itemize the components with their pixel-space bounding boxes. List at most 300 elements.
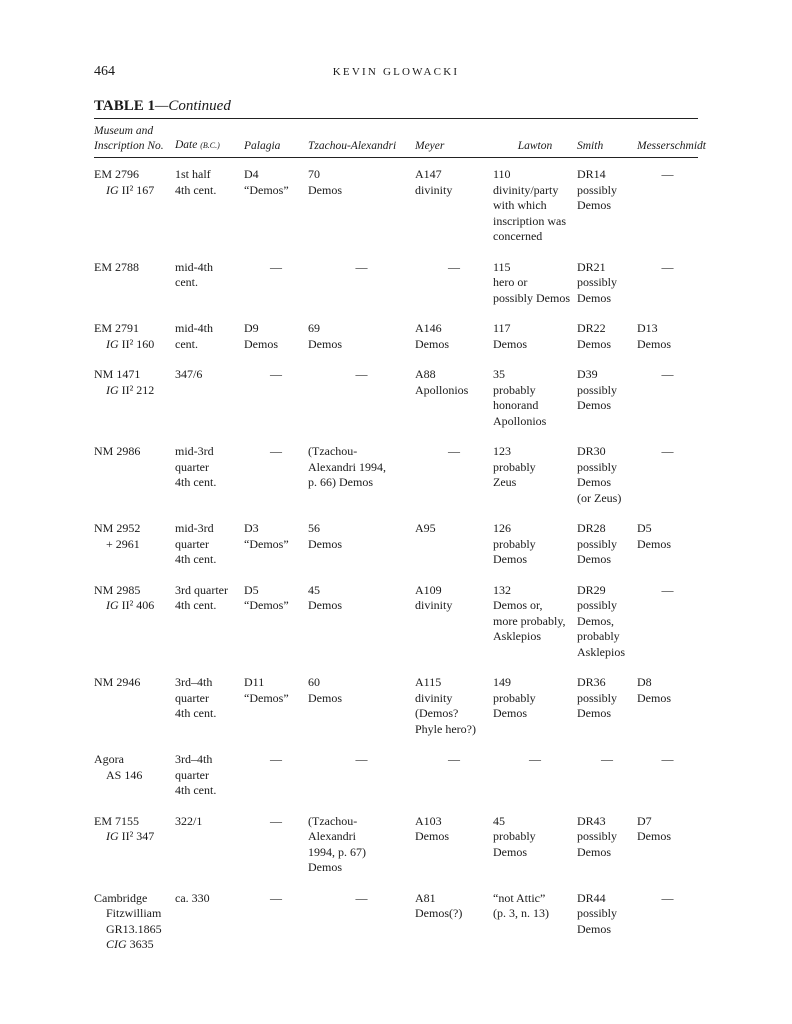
cell-line: divinity [415,690,453,705]
cell-messerschmidt [637,367,698,444]
cell-line: EM 2788 [94,259,139,274]
cell-line: Demos [493,336,527,351]
cell-line: A103 [415,813,442,828]
cell-line: Demos [577,552,611,566]
cell-line: DR14 [577,167,606,181]
cell-line: — [661,752,674,766]
running-head: KEVIN GLOWACKI [332,66,460,78]
cell-tzachou [308,814,415,891]
cell-line: D5 [244,582,259,597]
cell-line: mid-4th [175,321,213,335]
col-header-lawton: Lawton [517,139,553,152]
cell-line: A81 [415,890,436,905]
cell-line: 4th cent. [175,706,217,720]
cell-line: EM 2791 [94,321,139,335]
cell-line: D8 [637,675,652,689]
cell-messerschmidt [637,752,698,814]
cell-tzachou [308,583,415,676]
cell-line: probably [493,690,536,705]
cell-line: Demos [308,536,342,551]
table-row [94,321,698,367]
cell-line: inscription was [493,213,566,228]
cell-meyer [415,814,493,891]
cell-smith [577,814,637,891]
cell-line: Apollonios [493,413,547,428]
cell-palagia [244,367,308,444]
cell-palagia [244,260,308,322]
cell-line: — [661,167,674,181]
cell-museum [94,752,175,814]
cell-lawton [493,260,577,322]
cell-date [175,752,244,814]
cell-line: NM 2952 [94,521,141,535]
cell-messerschmidt [637,321,698,367]
cell-line: A115 [415,675,442,689]
cell-line: divinity/party [493,182,559,197]
cell-meyer [415,260,493,322]
col-header-museum [94,124,175,159]
corpus-abbrev: IG [106,598,119,612]
cell-line: Demos [308,182,342,197]
cell-line: 110 [493,167,511,181]
table-continued: —Continued [155,98,231,114]
cell-line: Demos [577,398,611,412]
cell-line: Demos [493,706,527,720]
cell-line: 1st half [175,167,211,181]
cell-line: 56 [308,521,320,535]
museum-header-line2: Inscription No. [94,139,164,152]
table-title [94,98,231,115]
cell-smith [577,675,637,752]
cell-smith [577,583,637,676]
cell-line: Demos [637,536,671,551]
cell-line: Demos [577,290,611,305]
cell-line: 60 [308,675,320,689]
cell-line: — [270,367,282,381]
cell-line: Demos [637,336,671,351]
cell-palagia [244,521,308,583]
cell-line: IG II² 347 [106,829,155,843]
cell-line: concerned [493,229,543,243]
cell-meyer [415,583,493,676]
cell-line: IG II² 160 [106,336,155,351]
cell-messerschmidt [637,583,698,676]
cell-line: D13 [637,321,658,335]
cell-line: 126 [493,521,511,535]
cell-line: D11 [244,675,265,689]
cell-line: — [270,259,282,274]
cell-line: 69 [308,321,320,335]
cell-line: 4th cent. [175,783,217,797]
cell-date [175,321,244,367]
cell-line: possibly [577,459,618,474]
table-row [94,752,698,814]
cell-line: — [601,752,613,766]
cell-line: AS 146 [106,767,143,782]
cell-palagia [244,675,308,752]
cell-lawton [493,521,577,583]
cell-line: DR28 [577,521,606,535]
date-header-label: Date [175,138,198,151]
cell-line: A109 [415,582,442,597]
cell-line: mid-4th [175,259,213,274]
cell-line: 45 [308,582,320,597]
cell-messerschmidt [637,159,698,260]
cell-palagia [244,891,308,968]
cell-line: Demos [637,829,671,843]
cell-line: NM 2986 [94,444,141,458]
cell-tzachou [308,321,415,367]
museum-header-line1: Museum and [94,125,154,137]
cell-line: — [661,367,674,381]
cell-line: possibly Demos [493,290,571,305]
cell-smith [577,521,637,583]
cell-line: — [355,367,368,381]
cell-line: possibly [577,182,618,197]
cell-lawton [493,367,577,444]
cell-line: — [270,444,282,458]
cell-line: Demos [577,198,611,212]
cell-smith [577,367,637,444]
cell-line: Cambridge [94,890,148,905]
cell-smith [577,260,637,322]
cell-line: (p. 3, n. 13) [493,906,549,920]
cell-line: Demos [577,844,611,859]
corpus-abbrev: CIG [106,937,127,951]
cell-messerschmidt [637,675,698,752]
cell-line: — [270,752,282,766]
cell-line: Alexandri 1994, [308,459,386,474]
cell-tzachou [308,444,415,521]
cell-date [175,159,244,260]
cell-line: 4th cent. [175,182,217,197]
cell-line: quarter [175,690,209,705]
cell-lawton [493,159,577,260]
cell-line: A95 [415,521,436,535]
cell-line: NM 2985 [94,582,141,597]
table-row [94,260,698,322]
cell-line: mid-3rd [175,521,214,535]
table-top-rule [94,118,698,119]
cell-palagia [244,583,308,676]
cell-line: possibly [577,690,618,705]
cell-line: possibly [577,382,618,397]
cell-messerschmidt [637,260,698,322]
cell-line: probably [577,629,620,643]
cell-line: (Tzachou- [308,444,358,458]
cell-line: Asklepios [493,629,541,643]
cell-line: 3rd quarter [175,582,228,597]
cell-museum [94,159,175,260]
cell-line: Demos [577,475,611,489]
cell-tzachou [308,367,415,444]
cell-line: DR44 [577,890,606,905]
cell-line: IG II² 167 [106,182,155,197]
cell-tzachou [308,260,415,322]
cell-museum [94,444,175,521]
cell-line: Demos [308,690,342,705]
cell-line: Phyle hero?) [415,721,476,736]
cell-line: DR21 [577,259,606,274]
cell-line: quarter [175,459,209,474]
cell-date [175,444,244,521]
cell-line: (or Zeus) [577,490,622,505]
table-row [94,814,698,891]
cell-line: — [355,259,368,274]
cell-line: DR36 [577,675,606,689]
cell-line: possibly [577,275,618,289]
cell-line: possibly [577,906,618,920]
cell-line: NM 2946 [94,675,141,689]
cell-museum [94,321,175,367]
cell-smith [577,444,637,521]
cell-line: Demos(?) [415,906,463,920]
cell-museum [94,260,175,322]
cell-line: 4th cent. [175,598,217,612]
cell-line: 115 [493,259,511,274]
cell-line: Demos [415,829,449,843]
corpus-abbrev: IG [106,182,119,197]
data-table [94,124,706,968]
cell-line: 70 [308,167,320,181]
cell-line: quarter [175,536,209,551]
cell-line: possibly [577,536,618,551]
cell-line: possibly [577,829,618,843]
cell-line: Demos, [577,613,614,628]
table-row [94,675,698,752]
cell-line: IG II² 212 [106,382,155,397]
cell-line: Demos [577,706,611,720]
cell-line: Demos [308,598,342,612]
cell-line: 117 [493,321,511,335]
cell-tzachou [308,891,415,968]
cell-line: (Tzachou- [308,813,358,828]
cell-messerschmidt [637,814,698,891]
cell-lawton [493,444,577,521]
cell-line: D5 [637,521,652,535]
cell-line: Demos [415,336,449,351]
cell-line: possibly [577,598,618,612]
table-label: TABLE 1 [94,98,155,114]
cell-meyer [415,752,493,814]
cell-line: NM 1471 [94,367,141,381]
cell-line: 35 [493,367,505,381]
cell-line: Zeus [493,475,517,489]
cell-line: A147 [415,167,442,181]
cell-line: with which [493,198,547,212]
cell-line: 1994, p. 67) [308,844,366,859]
col-header-messerschmidt: Messerschmidt [637,139,706,152]
table-row [94,444,698,521]
cell-line: quarter [175,767,209,782]
cell-line: “Demos” [244,598,289,612]
cell-tzachou [308,159,415,260]
cell-line: — [355,752,368,766]
cell-tzachou [308,752,415,814]
cell-line: — [448,752,460,766]
corpus-abbrev: IG [106,829,119,843]
cell-line: CIG 3635 [106,937,154,951]
cell-line: EM 7155 [94,813,139,828]
cell-line: probably [493,829,536,843]
cell-line: D39 [577,367,598,381]
cell-line: A88 [415,367,436,381]
cell-date [175,675,244,752]
cell-meyer [415,675,493,752]
cell-line: DR30 [577,444,606,458]
cell-tzachou [308,521,415,583]
cell-line: — [448,259,460,274]
cell-line: — [270,890,282,905]
cell-line: GR13.1865 [106,921,162,936]
cell-museum [94,675,175,752]
cell-line: — [270,813,282,828]
cell-line: hero or [493,275,528,289]
cell-date [175,367,244,444]
cell-line: Demos [637,690,671,705]
cell-line: 322/1 [175,813,203,828]
cell-line: 149 [493,675,511,689]
cell-meyer [415,159,493,260]
cell-line: Demos [244,336,278,351]
cell-line: Demos or, [493,598,543,612]
header-row [94,124,698,159]
cell-lawton [493,675,577,752]
cell-lawton [493,321,577,367]
cell-line: Demos [493,844,527,859]
cell-museum [94,891,175,968]
page-number: 464 [94,64,115,79]
cell-museum [94,367,175,444]
cell-line: 132 [493,582,511,597]
cell-messerschmidt [637,521,698,583]
cell-line: EM 2796 [94,167,139,181]
cell-line: — [661,259,674,274]
cell-line: — [355,890,368,905]
cell-line: Asklepios [577,644,625,659]
cell-line: Fitzwilliam [106,906,162,920]
cell-line: divinity [415,182,453,197]
cell-line: cent. [175,336,198,351]
cell-line: — [661,582,674,597]
table-row [94,891,698,968]
cell-line: probably [493,382,536,397]
cell-line: DR29 [577,582,606,597]
cell-line: more probably, [493,613,566,628]
cell-meyer [415,444,493,521]
cell-meyer [415,321,493,367]
cell-museum [94,814,175,891]
cell-line: probably [493,536,536,551]
cell-museum [94,521,175,583]
cell-line: honorand [493,398,539,412]
cell-palagia [244,321,308,367]
table-row [94,159,698,260]
cell-line: ca. 330 [175,890,210,905]
cell-line: 347/6 [175,367,203,381]
cell-date [175,583,244,676]
cell-line: — [661,890,674,905]
cell-palagia [244,752,308,814]
cell-meyer [415,891,493,968]
table-row [94,583,698,676]
cell-museum [94,583,175,676]
cell-line: DR22 [577,321,606,335]
cell-date [175,891,244,968]
cell-line: D9 [244,321,259,335]
cell-line: — [529,752,541,766]
cell-line: cent. [175,275,198,289]
cell-date [175,814,244,891]
table-row [94,367,698,444]
cell-lawton [493,752,577,814]
cell-line: A146 [415,321,442,335]
cell-line: Alexandri [308,829,356,843]
cell-line: Demos [493,552,527,566]
cell-line: 3rd–4th [175,675,213,689]
corpus-abbrev: IG [106,382,119,397]
cell-smith [577,321,637,367]
cell-palagia [244,444,308,521]
cell-date [175,260,244,322]
cell-line: Demos [308,860,342,874]
cell-meyer [415,521,493,583]
col-header-tzachou: Tzachou-Alexandri [308,139,397,152]
cell-palagia [244,159,308,260]
cell-line: “Demos” [244,690,289,705]
cell-palagia [244,814,308,891]
cell-line: 4th cent. [175,552,217,566]
corpus-abbrev: IG [106,336,119,351]
cell-line: + 2961 [106,536,140,551]
cell-line: “Demos” [244,536,289,551]
cell-line: — [661,444,674,458]
table-body [94,159,698,968]
cell-line: 123 [493,444,511,458]
cell-line: 4th cent. [175,475,217,489]
cell-line: IG II² 406 [106,598,155,612]
cell-line: “not Attic” [493,890,546,905]
col-header-meyer: Meyer [415,139,445,152]
date-header-unit: (B.C.) [200,140,220,150]
cell-line: mid-3rd [175,444,214,458]
cell-messerschmidt [637,891,698,968]
cell-line: D3 [244,521,259,535]
cell-line: D7 [637,813,652,828]
cell-line: p. 66) Demos [308,475,373,489]
cell-smith [577,159,637,260]
cell-messerschmidt [637,444,698,521]
cell-line: 3rd–4th [175,752,213,766]
cell-smith [577,752,637,814]
cell-date [175,521,244,583]
cell-line: Demos [577,336,611,351]
col-header-date [175,124,244,159]
col-header-smith: Smith [577,139,604,152]
cell-tzachou [308,675,415,752]
cell-line: Apollonios [415,382,469,397]
table-row [94,521,698,583]
cell-lawton [493,891,577,968]
cell-line: (Demos? [415,706,459,720]
col-header-palagia: Palagia [244,139,281,152]
cell-line: divinity [415,598,453,612]
cell-meyer [415,367,493,444]
cell-line: probably [493,459,536,474]
cell-line: — [448,444,460,458]
cell-line: D4 [244,167,259,181]
cell-line: DR43 [577,813,606,828]
